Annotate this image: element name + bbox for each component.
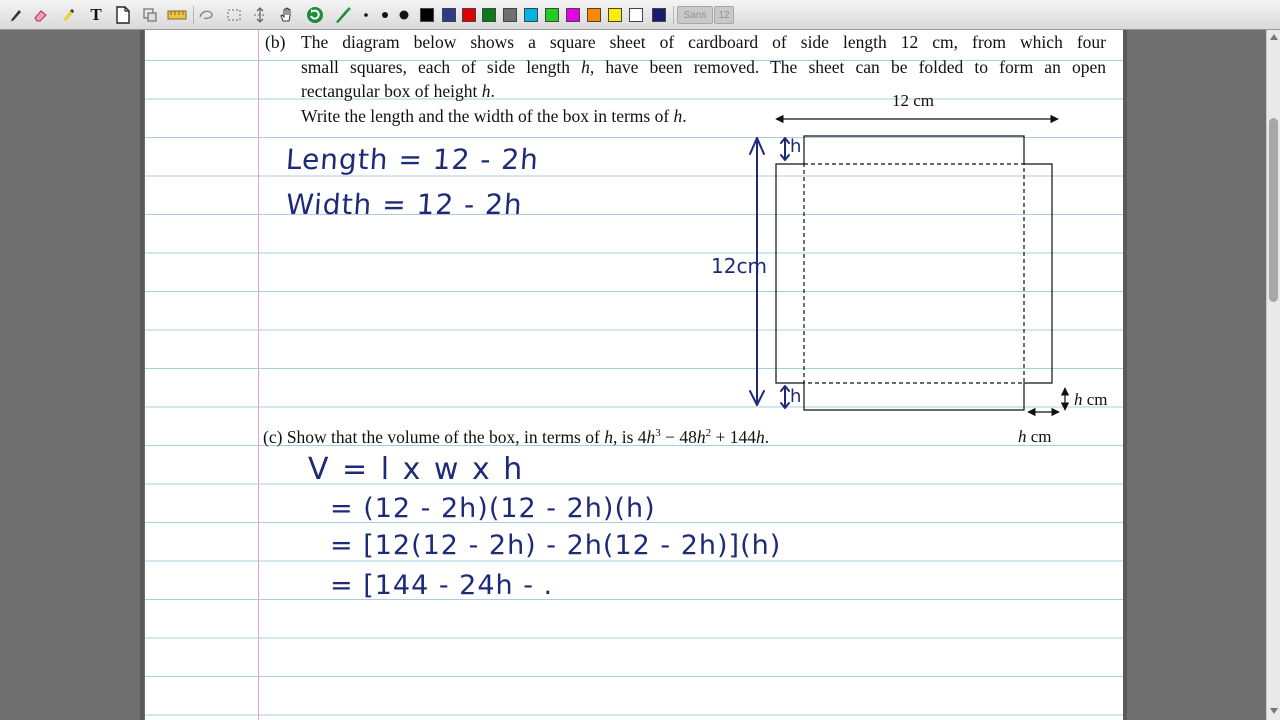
- question-b-line-3: rectangular box of height h.: [301, 81, 495, 101]
- laser-pointer-icon[interactable]: [332, 5, 354, 25]
- hw-h-top: h: [790, 136, 802, 157]
- rectangle-select-icon[interactable]: [224, 5, 244, 25]
- question-b-line-2: small squares, each of side length h, have been removed. The sheet can be folded to form an open: [301, 56, 1106, 77]
- pen-size-small-icon[interactable]: [360, 5, 372, 25]
- text-tool-button[interactable]: [86, 5, 106, 25]
- hw-volume-line-3: = [12(12 - 2h) - 2h(12 - 2h)](h): [330, 530, 782, 561]
- hw-width-answer: Width = 12 - 2h: [284, 188, 524, 221]
- hw-volume-line-1: V = l x w x h: [308, 452, 525, 487]
- fold-lines: [804, 164, 1024, 383]
- color-swatch-navy[interactable]: [442, 8, 456, 22]
- hw-volume-line-4: = [144 - 24h - .: [330, 570, 554, 601]
- hw-length-answer: Length = 12 - 2h: [284, 143, 541, 176]
- hw-volume-line-2: = (12 - 2h)(12 - 2h)(h): [330, 493, 656, 524]
- notebook-page[interactable]: [145, 30, 1123, 720]
- ruler-icon[interactable]: [166, 5, 188, 25]
- vertical-space-icon[interactable]: [250, 5, 270, 25]
- color-swatch-green[interactable]: [482, 8, 496, 22]
- question-b-line-1: The diagram below shows a square sheet of cardboard of side length 12 cm, from which four: [301, 32, 1106, 52]
- color-swatch-dark-blue[interactable]: [652, 8, 666, 22]
- color-swatch-black[interactable]: [420, 8, 434, 22]
- color-swatch-cyan[interactable]: [524, 8, 538, 22]
- pen-size-large-icon[interactable]: [396, 5, 412, 25]
- color-swatch-lime[interactable]: [545, 8, 559, 22]
- hw-h-bottom: h: [790, 386, 802, 407]
- font-name-box[interactable]: [677, 6, 713, 24]
- highlighter-icon[interactable]: [58, 5, 78, 25]
- pen-icon[interactable]: [6, 5, 26, 25]
- scroll-down-icon[interactable]: [1270, 708, 1278, 714]
- right-dimension-label: h cm: [1074, 390, 1108, 409]
- color-swatch-white[interactable]: [629, 8, 643, 22]
- question-c-label: (c): [263, 426, 283, 447]
- color-swatch-orange[interactable]: [587, 8, 601, 22]
- bottom-dimension-label: h cm: [1018, 427, 1052, 446]
- lasso-select-icon[interactable]: [196, 5, 216, 25]
- question-b-line-4: Write the length and the width of the box in terms of h.: [301, 105, 687, 126]
- question-b-label: (b): [265, 32, 286, 52]
- page-shadow-right: [1123, 30, 1127, 720]
- sheet-outline: [776, 136, 1052, 410]
- hw-h-arrow-bottom: [781, 386, 789, 408]
- shapes-icon[interactable]: [140, 5, 160, 25]
- scroll-thumb[interactable]: [1269, 118, 1278, 302]
- question-c-text: (c) Show that the volume of the box, in terms of h, is $4h^3 - 48h^2 + 144h$.: [263, 426, 770, 447]
- hw-h-arrow-top: [781, 138, 789, 160]
- refresh-icon[interactable]: [305, 5, 325, 25]
- cardboard-diagram: [145, 30, 1123, 720]
- hw-side-label: 12cm: [711, 254, 767, 278]
- font-size-label: 12: [718, 9, 730, 21]
- top-dimension-label: 12 cm: [892, 91, 935, 110]
- color-swatch-gray[interactable]: [503, 8, 517, 22]
- font-size-box[interactable]: [714, 6, 734, 24]
- color-swatch-red[interactable]: [462, 8, 476, 22]
- annotation-toolbar: [0, 0, 1280, 30]
- insert-page-icon[interactable]: [113, 5, 133, 25]
- color-swatch-yellow[interactable]: [608, 8, 622, 22]
- hand-pan-icon[interactable]: [276, 5, 296, 25]
- color-swatch-magenta[interactable]: [566, 8, 580, 22]
- vertical-scrollbar[interactable]: [1266, 30, 1280, 720]
- pen-size-medium-icon[interactable]: [378, 5, 392, 25]
- scroll-up-icon[interactable]: [1270, 34, 1278, 40]
- eraser-icon[interactable]: [30, 5, 50, 25]
- page-shadow-left: [140, 30, 144, 720]
- text-tool-label: T: [90, 5, 102, 24]
- font-name-label: Sans: [683, 9, 707, 21]
